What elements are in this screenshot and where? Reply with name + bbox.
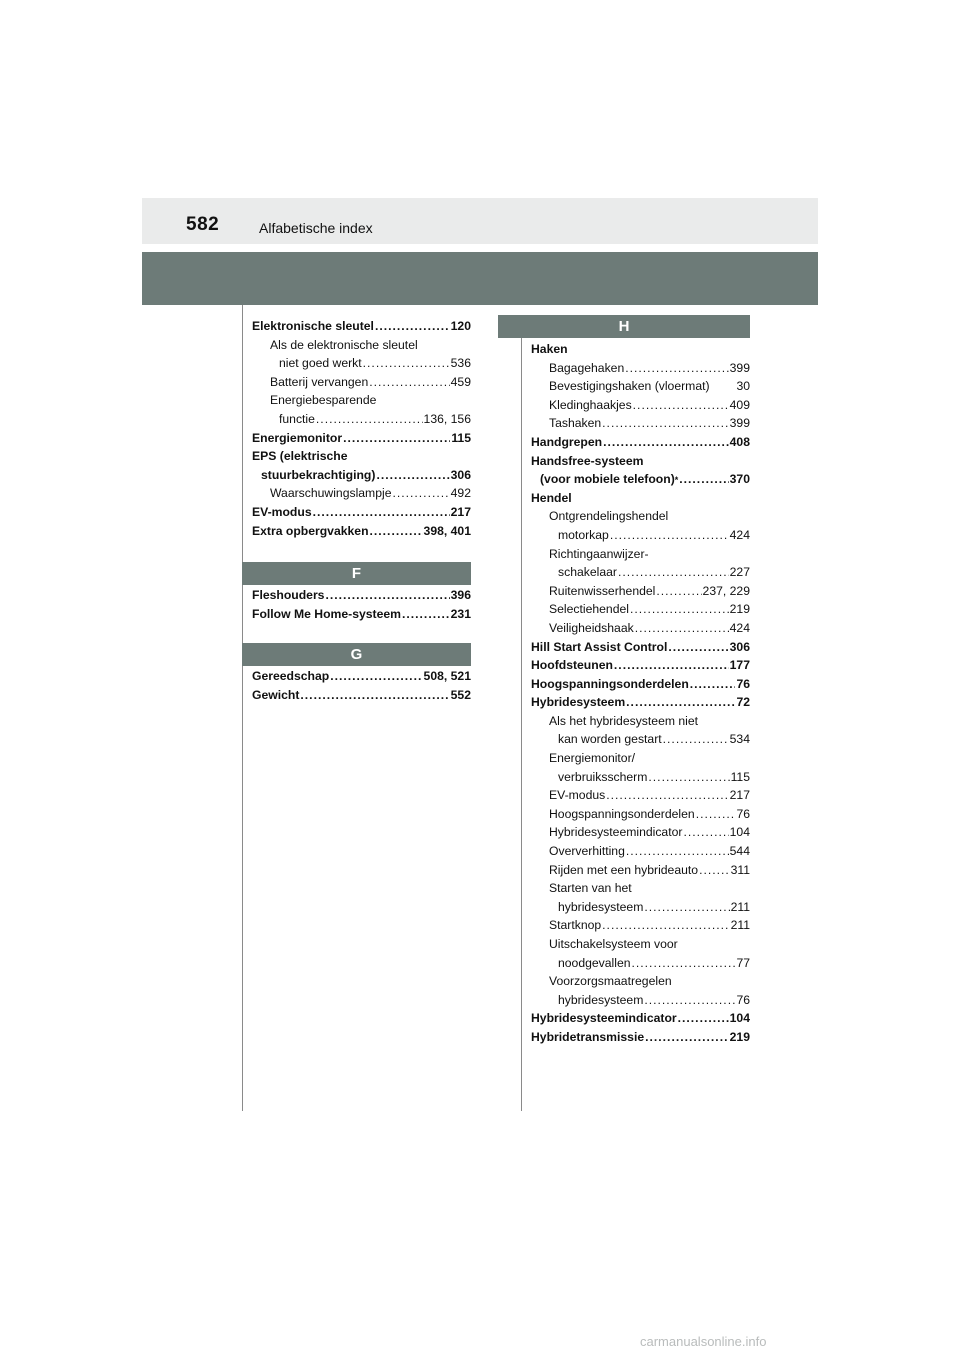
- page-reference: 396: [450, 588, 471, 602]
- index-term: Hybridesysteemindicator: [531, 1011, 677, 1026]
- index-term: Handsfree-systeem: [531, 453, 644, 468]
- page-reference: 115: [451, 430, 471, 445]
- index-term: Startknop: [549, 918, 602, 933]
- dot-leader: [300, 686, 449, 705]
- page-reference: 120: [450, 319, 471, 333]
- dot-leader: [363, 354, 450, 373]
- page-reference: 534: [729, 732, 750, 747]
- index-entry: [252, 373, 471, 392]
- dot-leader: [402, 605, 450, 624]
- index-entry: [252, 391, 471, 428]
- index-term: Fleshouders: [252, 588, 325, 602]
- index-entry: [531, 786, 750, 805]
- index-term: Bevestigingshaken (vloermat): [549, 379, 710, 394]
- index-entry: [531, 340, 750, 359]
- index-entry: [252, 317, 471, 336]
- page-reference: 306: [729, 639, 750, 654]
- index-term: Voorzorgsmaatregelen: [549, 974, 672, 989]
- index-term: Energiemonitor/: [549, 751, 636, 766]
- page-reference: 104: [729, 1011, 750, 1026]
- page-reference: 237, 229: [702, 583, 750, 598]
- dot-leader: [618, 563, 729, 582]
- index-entry: [531, 805, 750, 824]
- index-term: Oververhitting: [549, 844, 625, 859]
- dot-leader: [656, 582, 701, 601]
- index-term: Elektronische sleutel: [252, 319, 374, 333]
- index-entry: [531, 712, 750, 749]
- index-term: Rijden met een hybrideauto: [549, 862, 699, 877]
- index-term: Veiligheidshaak: [549, 620, 634, 635]
- index-term: Uitschakelsysteem voor: [549, 937, 678, 951]
- index-term: Als het hybridesysteem niet: [549, 713, 699, 728]
- index-entry: [531, 879, 750, 916]
- index-term: Hendel: [531, 490, 572, 505]
- page-number: 582: [186, 214, 220, 235]
- index-entry: [252, 667, 471, 686]
- dot-leader: [375, 317, 450, 336]
- dot-leader: [630, 600, 729, 619]
- index-term: Hoofdsteunen: [531, 658, 613, 673]
- dot-leader: [663, 730, 729, 749]
- index-term: Gereedschap: [252, 669, 330, 683]
- index-entry: [531, 675, 750, 694]
- dot-leader: [699, 861, 730, 880]
- index-entry: [531, 489, 750, 508]
- index-entry: [252, 447, 471, 484]
- index-entry: [531, 693, 750, 712]
- index-entry: [531, 638, 750, 657]
- index-column-h: [531, 340, 750, 1047]
- dot-leader: [614, 656, 729, 675]
- page-reference: 72: [736, 695, 750, 710]
- index-term: stuurbekrachtiging): [261, 467, 376, 482]
- section-letter-h: H: [498, 315, 750, 338]
- dot-leader: [325, 586, 449, 605]
- page-reference: 409: [729, 397, 750, 412]
- index-term: Energiemonitor: [252, 430, 343, 445]
- index-term: Handgrepen: [531, 434, 603, 449]
- page-reference: 536: [450, 356, 471, 371]
- page-reference: 552: [450, 687, 471, 702]
- page-reference: 408: [729, 434, 750, 449]
- page-reference: 306: [450, 467, 471, 482]
- index-term: functie: [279, 411, 315, 426]
- index-term: EPS (elektrische: [252, 449, 348, 464]
- dot-leader: [645, 1028, 729, 1047]
- page-reference: 219: [729, 1029, 750, 1044]
- dot-leader: [376, 466, 449, 485]
- section-letter-g: G: [242, 643, 471, 666]
- index-term: (voor mobiele telefoon): [540, 472, 675, 487]
- dot-leader: [644, 991, 735, 1010]
- page-reference: 115: [730, 769, 750, 784]
- index-term: motorkap: [558, 527, 609, 542]
- dot-leader: [343, 429, 450, 448]
- page-reference: 136, 156: [423, 411, 471, 426]
- dot-leader: [626, 842, 729, 861]
- page-reference: 76: [736, 676, 750, 691]
- index-entry: [531, 823, 750, 842]
- index-entry: [252, 336, 471, 373]
- page-reference: 370: [729, 472, 750, 487]
- index-term: EV-modus: [549, 788, 606, 803]
- dot-leader: [603, 433, 729, 452]
- index-entry: [531, 619, 750, 638]
- index-column-e: [252, 317, 471, 540]
- page-reference: 424: [729, 620, 750, 635]
- index-term: kan worden gestart: [558, 732, 662, 747]
- index-entry: [531, 935, 750, 972]
- dot-leader: [370, 522, 423, 541]
- index-entry: [252, 686, 471, 705]
- page-reference: 399: [729, 360, 750, 375]
- dot-leader: [602, 916, 729, 935]
- index-term: EV-modus: [252, 504, 312, 519]
- index-entry: [531, 545, 750, 582]
- index-term: Hill Start Assist Control: [531, 639, 668, 654]
- index-term: Hybridetransmissie: [531, 1029, 645, 1044]
- page-reference: 399: [729, 416, 750, 431]
- page-reference: 311: [730, 862, 750, 877]
- dot-leader: [392, 484, 449, 503]
- page-reference: 508, 521: [423, 669, 471, 683]
- index-entry: [531, 861, 750, 880]
- section-band: [142, 252, 818, 305]
- index-entry: [531, 972, 750, 1009]
- index-term: Follow Me Home-systeem: [252, 606, 401, 621]
- dot-leader: [633, 396, 729, 415]
- index-term: Hoogspanningsonderdelen: [531, 676, 689, 691]
- page-title: Alfabetische index: [259, 220, 373, 236]
- index-term: Energiebesparende: [270, 393, 377, 408]
- index-term: Ontgrendelingshendel: [549, 509, 669, 524]
- index-term: Waarschuwingslampje: [270, 486, 392, 501]
- index-term: noodgevallen: [558, 955, 631, 970]
- dot-leader: [316, 410, 423, 429]
- page-reference: 492: [450, 486, 471, 501]
- index-term: Bagagehaken: [549, 360, 625, 375]
- index-term: Kledinghaakjes: [549, 397, 632, 412]
- index-entry: [531, 1009, 750, 1028]
- index-entry: [531, 749, 750, 786]
- dot-leader: [602, 414, 728, 433]
- index-term: Richtingaanwijzer-: [549, 546, 649, 561]
- index-term: Tashaken: [549, 416, 602, 431]
- page-reference: 398, 401: [423, 523, 471, 538]
- index-entry: [531, 842, 750, 861]
- index-term: Hybridesysteemindicator: [549, 825, 683, 840]
- index-column-g: [252, 667, 471, 704]
- index-term: Starten van het: [549, 881, 632, 896]
- index-term: Gewicht: [252, 687, 300, 702]
- dot-leader: [369, 373, 449, 392]
- page-reference: 177: [729, 658, 750, 673]
- index-column-f: [252, 586, 471, 623]
- index-entry: [252, 586, 471, 605]
- page-reference: 227: [729, 565, 750, 580]
- index-entry: [531, 600, 750, 619]
- dot-leader: [668, 638, 728, 657]
- watermark: carmanualsonline.info: [640, 1334, 767, 1349]
- page-reference: 76: [736, 806, 750, 821]
- header-band: [142, 198, 818, 244]
- dot-leader: [313, 503, 450, 522]
- dot-leader: [679, 470, 728, 489]
- index-term: Ruitenwisserhendel: [549, 583, 656, 598]
- left-column-rule: [242, 305, 243, 1111]
- page-reference: 77: [736, 955, 750, 970]
- dot-leader: [690, 675, 736, 694]
- index-entry: [531, 582, 750, 601]
- dot-leader: [606, 786, 728, 805]
- index-term: hybridesysteem: [558, 899, 644, 914]
- index-entry: [531, 916, 750, 935]
- index-entry: [252, 429, 471, 448]
- index-term: schakelaar: [558, 565, 617, 580]
- index-entry: [531, 359, 750, 378]
- index-entry: [531, 1028, 750, 1047]
- index-entry: [531, 507, 750, 544]
- page-reference: 104: [729, 825, 750, 840]
- dot-leader: [625, 359, 728, 378]
- index-entry: [252, 484, 471, 503]
- index-term: niet goed werkt: [279, 356, 362, 371]
- dot-leader: [632, 954, 736, 973]
- index-entry: [531, 433, 750, 452]
- dot-leader: [626, 693, 735, 712]
- index-term: verbruiksscherm: [558, 769, 648, 784]
- index-entry: [531, 377, 750, 396]
- page-reference: 544: [729, 844, 750, 859]
- index-term: Hybridesysteem: [531, 695, 626, 710]
- index-entry: [252, 503, 471, 522]
- index-entry: [252, 522, 471, 541]
- index-entry: [252, 605, 471, 624]
- index-entry: [531, 414, 750, 433]
- dot-leader: [648, 768, 729, 787]
- index-term: Selectiehendel: [549, 602, 629, 617]
- dot-leader: [610, 526, 729, 545]
- section-letter-f: F: [242, 562, 471, 585]
- page-reference: 424: [729, 527, 750, 542]
- index-term: Hoogspanningsonderdelen: [549, 806, 695, 821]
- page-reference: 211: [730, 899, 750, 914]
- page-reference: 231: [450, 606, 471, 621]
- dot-leader: [635, 619, 729, 638]
- index-term: Batterij vervangen: [270, 374, 369, 389]
- right-column-rule: [521, 338, 522, 1111]
- dot-leader: [678, 1009, 729, 1028]
- dot-leader: [330, 667, 422, 686]
- index-entry: [531, 396, 750, 415]
- page-reference: 217: [450, 504, 471, 519]
- dot-leader: [644, 898, 729, 917]
- index-entry: Handsfree-systeem (voor mobiele telefoon) * ..... 370: [531, 452, 750, 489]
- dot-leader: [696, 805, 736, 824]
- page-reference: 219: [729, 602, 750, 617]
- page-reference: 76: [736, 992, 750, 1007]
- dot-leader: [683, 823, 728, 842]
- page-reference: 30: [736, 379, 750, 394]
- page-reference: 211: [730, 918, 750, 933]
- index-term: hybridesysteem: [558, 992, 644, 1007]
- page-reference: 459: [450, 374, 471, 389]
- index-term: Extra opbergvakken: [252, 523, 369, 538]
- index-term: Haken: [531, 342, 568, 356]
- index-entry: [531, 656, 750, 675]
- page-reference: 217: [729, 788, 750, 803]
- index-term: Als de elektronische sleutel: [270, 337, 418, 352]
